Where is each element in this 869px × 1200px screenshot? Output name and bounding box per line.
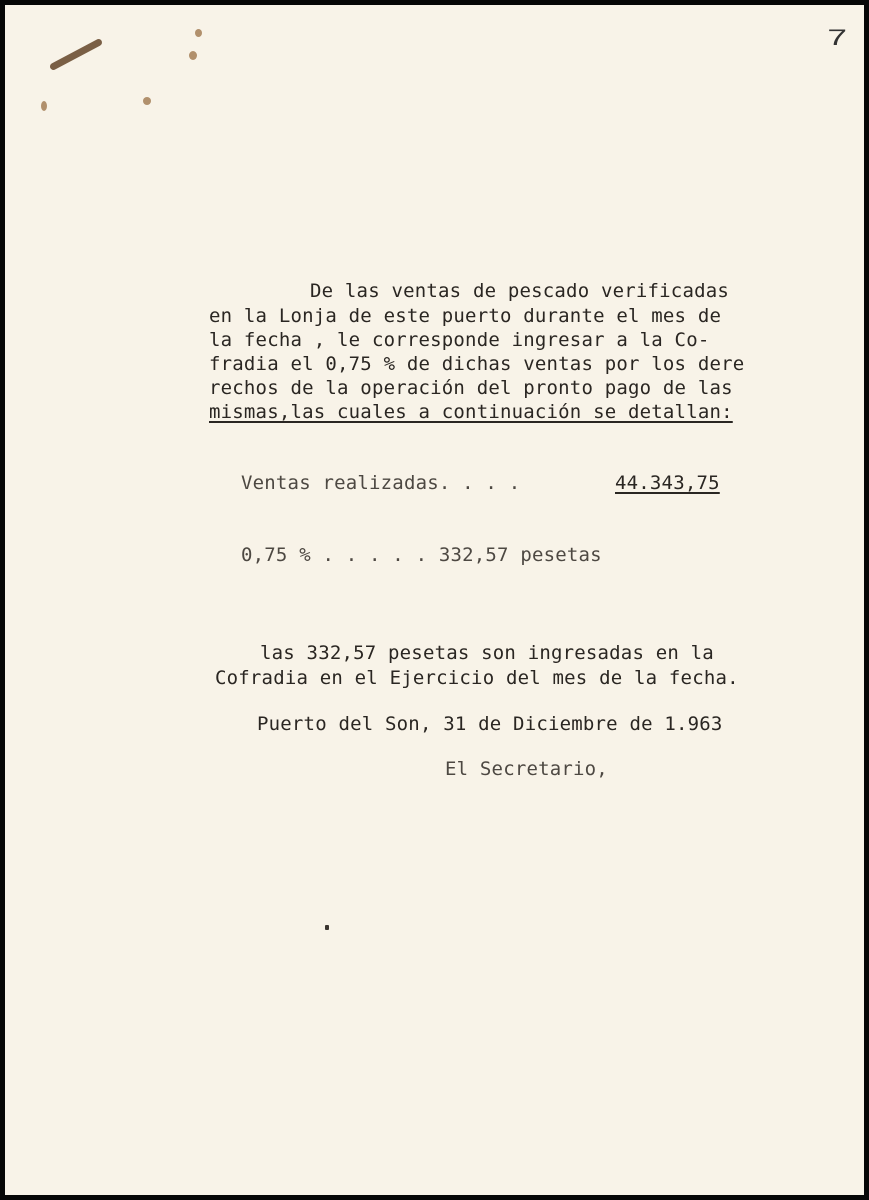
stain-spot <box>195 29 202 37</box>
deposit-line: Cofradia en el Ejercicio del mes de la fecha. <box>215 667 739 689</box>
stain-spot <box>189 51 197 60</box>
stain-spot <box>143 97 151 105</box>
page-number: 7 <box>827 25 847 50</box>
intro-line: en la Lonja de este puerto durante el mes de <box>209 305 722 327</box>
signature-title: El Secretario, <box>445 758 608 780</box>
intro-line: De las ventas de pescado verificadas <box>310 280 730 302</box>
ink-dot <box>325 925 329 930</box>
intro-line: rechos de la operación del pronto pago de las <box>209 377 733 399</box>
intro-line: la fecha , le corresponde ingresar a la Co- <box>209 329 710 351</box>
stain-spot <box>41 101 47 111</box>
intro-line: mismas,las cuales a continuación se detallan: <box>209 401 733 423</box>
intro-line: fradia el 0,75 % de dichas ventas por los dere <box>209 353 745 375</box>
place-date: Puerto del Son, 31 de Diciembre de 1.963 <box>257 713 723 735</box>
sales-amount: 44.343,75 <box>615 472 720 494</box>
percent-line: 0,75 % . . . . . 332,57 pesetas <box>241 544 602 566</box>
deposit-line: las 332,57 pesetas son ingresadas en la <box>260 642 714 664</box>
stain-mark <box>49 38 103 71</box>
sales-label: Ventas realizadas. . . . <box>241 472 532 494</box>
